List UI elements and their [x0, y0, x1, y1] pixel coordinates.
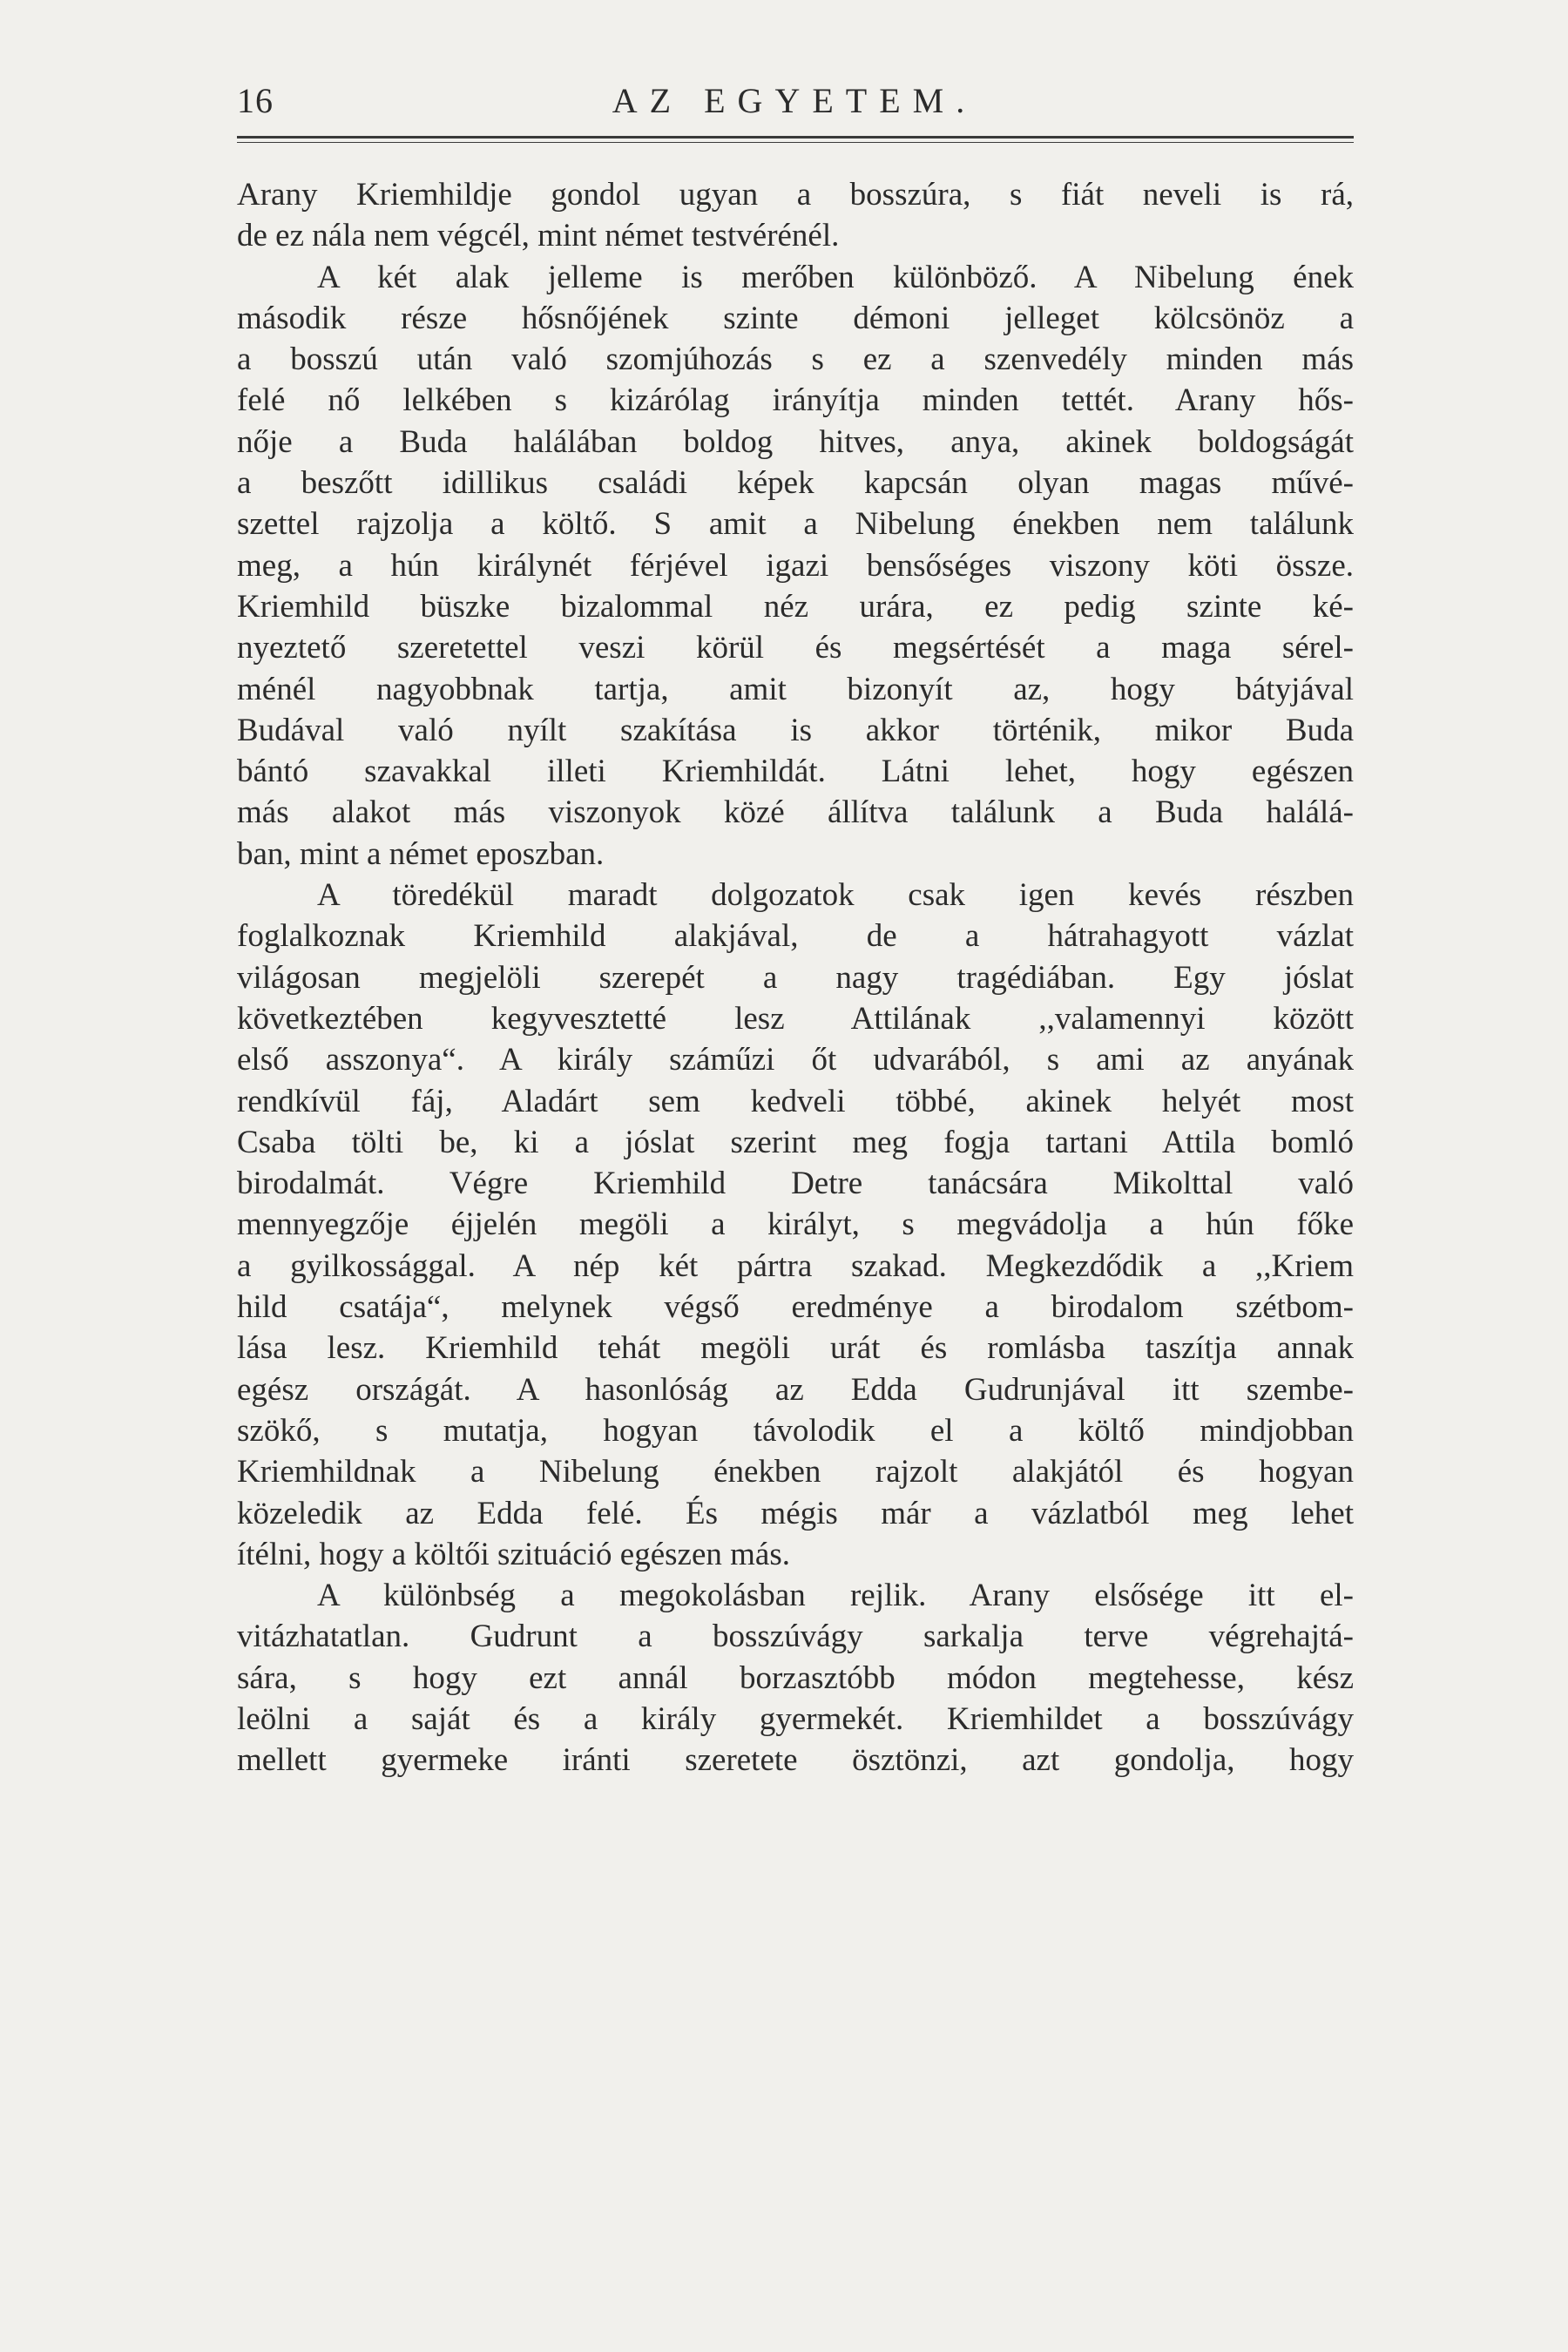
page-header: [237, 80, 1354, 132]
text-line: mellett gyermeke iránti szeretete ösztönzi, azt gondolja, hogy: [237, 1742, 1354, 1779]
text-line: szettel rajzolja a költő. S amit a Nibelung énekben nem találunk: [237, 506, 1354, 543]
text-line: A különbség a megokolásban rejlik. Arany elsősége itt el-: [317, 1578, 1354, 1614]
header-rule: [237, 136, 1354, 139]
text-line: de ez nála nem végcél, mint német testvérénél.: [237, 218, 840, 254]
text-line: hild csatája“, melynek végső eredménye a birodalom szétbom-: [237, 1289, 1354, 1326]
text-line: más alakot más viszonyok közé állítva találunk a Buda halálá-: [237, 794, 1354, 831]
text-line: bántó szavakkal illeti Kriemhildát. Látni lehet, hogy egészen: [237, 754, 1354, 790]
text-line: ítélni, hogy a költői szituáció egészen más.: [237, 1536, 790, 1572]
text-line: a beszőtt idillikus családi képek kapcsán olyan magas művé-: [237, 465, 1354, 502]
text-line: közeledik az Edda felé. És mégis már a vázlatból meg lehet: [237, 1495, 1354, 1531]
text-line: leölni a saját és a király gyermekét. Kriemhildet a bosszúvágy: [237, 1700, 1354, 1737]
text-line: meg, a hún királynét férjével igazi bensőséges viszony köti össze.: [237, 547, 1354, 584]
text-line: vitázhatatlan. Gudrunt a bosszúvágy sarkalja terve végrehajtá-: [237, 1619, 1354, 1655]
text-line: birodalmát. Végre Kriemhild Detre tanácsára Mikolttal való: [237, 1166, 1354, 1202]
text-line: második része hősnőjének szinte démoni jelleget kölcsönöz a: [237, 300, 1354, 336]
text-line: Budával való nyílt szakítása is akkor történik, mikor Buda: [237, 712, 1354, 748]
text-line: ban, mint a német eposzban.: [237, 835, 605, 872]
text-line: világosan megjelöli szerepét a nagy tragédiában. Egy jóslat: [237, 959, 1354, 996]
text-line: nyeztető szeretettel veszi körül és megsértését a maga sérel-: [237, 630, 1354, 666]
text-line: következtében kegyvesztetté lesz Attilának ,,valamennyi között: [237, 1000, 1354, 1037]
text-line: sára, s hogy ezt annál borzasztóbb módon megtehesse, kész: [237, 1659, 1354, 1696]
text-line: Csaba tölti be, ki a jóslat szerint meg fogja tartani Attila bomló: [237, 1124, 1354, 1160]
running-head: AZ EGYETEM.: [612, 81, 977, 120]
text-line: lása lesz. Kriemhild tehát megöli urát és romlásba taszítja annak: [237, 1330, 1354, 1367]
header-rule-thin: [237, 142, 1354, 143]
page-number: 16: [237, 81, 274, 120]
text-line: Kriemhild büszke bizalommal néz urára, ez pedig szinte ké-: [237, 588, 1354, 625]
text-line: felé nő lelkében s kizárólag irányítja minden tettét. Arany hős-: [237, 382, 1354, 419]
text-line: a gyilkossággal. A nép két pártra szakad. Megkezdődik a ,,Kriem: [237, 1247, 1354, 1284]
text-line: ménél nagyobbnak tartja, amit bizonyít az, hogy bátyjával: [237, 671, 1354, 707]
text-line: mennyegzője éjjelén megöli a királyt, s megvádolja a hún főke: [237, 1206, 1354, 1243]
text-line: egész országát. A hasonlóság az Edda Gudrunjával itt szembe-: [237, 1371, 1354, 1408]
text-line: A két alak jelleme is merőben különböző. A Nibelung ének: [317, 259, 1354, 295]
text-line: szökő, s mutatja, hogyan távolodik el a költő mindjobban: [237, 1412, 1354, 1449]
text-line: nője a Buda halálában boldog hitves, anya, akinek boldogságát: [237, 423, 1354, 460]
text-line: Kriemhildnak a Nibelung énekben rajzolt alakjától és hogyan: [237, 1454, 1354, 1490]
body-text: [237, 174, 1354, 1781]
text-line: a bosszú után való szomjúhozás s ez a szenvedély minden más: [237, 341, 1354, 378]
text-line: rendkívül fáj, Aladárt sem kedveli többé, akinek helyét most: [237, 1083, 1354, 1119]
text-line: Arany Kriemhildje gondol ugyan a bosszúra, s fiát neveli is rá,: [237, 177, 1354, 213]
text-line: A töredékül maradt dolgozatok csak igen kevés részben: [317, 877, 1354, 914]
text-line: foglalkoznak Kriemhild alakjával, de a hátrahagyott vázlat: [237, 918, 1354, 955]
text-line: első asszonya“. A király száműzi őt udvarából, s ami az anyának: [237, 1042, 1354, 1078]
